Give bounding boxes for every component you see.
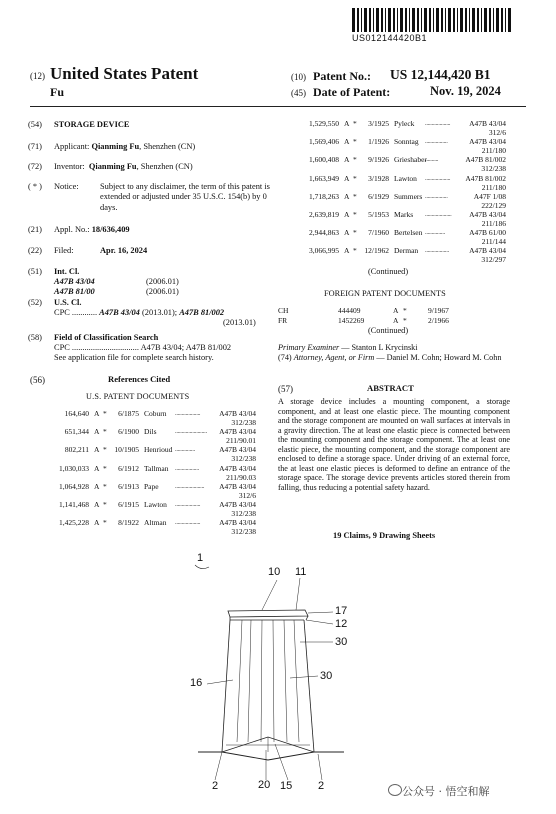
foreign-docs-label: FOREIGN PATENT DOCUMENTS <box>324 289 446 298</box>
ref-kind: A <box>94 409 100 418</box>
ref-name: Altman <box>144 518 167 528</box>
ref-dots: ...................... <box>175 482 205 490</box>
leader-11 <box>296 578 300 610</box>
ref-name: Grieshaber <box>394 155 427 165</box>
ref-star: * <box>353 246 357 256</box>
ref-subclass: 222/129 <box>481 200 506 210</box>
ref-class: A47B 43/04 <box>469 210 506 219</box>
us-cl-label: U.S. Cl. <box>54 298 82 307</box>
code-56: (56) <box>30 375 45 385</box>
code-10: (10) <box>291 72 306 82</box>
patent-no-label: Patent No.: <box>313 69 371 83</box>
ref-number: 1,141,468 <box>59 500 89 509</box>
ref-label-10: 10 <box>268 566 281 578</box>
leader-16 <box>207 680 233 684</box>
foreign-date: 2/1966 <box>428 315 449 325</box>
code-22: (22) <box>28 246 42 255</box>
patent-type-title: United States Patent <box>50 64 199 83</box>
ref-dots: ............... <box>425 229 445 237</box>
ref-star: * <box>103 427 107 437</box>
ref-dots: .......... <box>425 156 439 164</box>
leader-15 <box>275 744 288 780</box>
ref-class: A47B 43/04 <box>469 119 506 128</box>
filed-date: Apr. 16, 2024 <box>100 246 148 255</box>
fig-label-underline <box>195 565 209 569</box>
cpc-1: A47B 43/04 <box>99 308 140 317</box>
ref-label-15: 15 <box>280 780 293 792</box>
appl-number: 18/636,409 <box>91 225 130 234</box>
ref-label-11: 11 <box>295 566 307 578</box>
leader-2b <box>318 754 322 780</box>
ref-date: 6/1912 <box>118 463 139 473</box>
ref-dots: ................... <box>425 120 451 127</box>
filed-label: Filed: <box>54 246 74 255</box>
ref-subclass: 211/90.01 <box>226 436 256 446</box>
applicant-label: Applicant: <box>54 142 90 151</box>
foreign-kind: A <box>393 306 399 315</box>
ref-class: A47B 43/04 <box>219 445 256 455</box>
ref-star: * <box>103 500 107 509</box>
inventor-surname: Fu <box>50 85 65 99</box>
ref-subclass: 312/6 <box>238 490 256 500</box>
ref-number: 1,600,408 <box>309 155 339 165</box>
leader-30b <box>290 676 318 678</box>
ref-number: 1,529,550 <box>309 119 339 128</box>
ref-star: * <box>353 228 357 238</box>
body-left-edge <box>222 620 230 752</box>
ref-number: 1,425,228 <box>59 518 89 528</box>
ref-label-20: 20 <box>258 779 271 791</box>
cpc-2: A47B 81/002 <box>179 308 225 317</box>
ref-number: 1,569,406 <box>309 137 339 147</box>
cpc-label: CPC ............ <box>54 308 98 317</box>
foreign-country: CH <box>278 306 289 315</box>
ref-date: 6/1900 <box>118 427 139 437</box>
ref-class: A47B 43/04 <box>219 463 256 473</box>
code-notice: ( * ) <box>28 182 42 191</box>
date-of-patent: Nov. 19, 2024 <box>430 84 501 98</box>
ref-star: * <box>353 137 357 147</box>
ref-name: Dils <box>144 427 157 437</box>
ref-number: 2,944,863 <box>309 228 339 238</box>
ref-class: A47B 43/04 <box>469 137 506 147</box>
ref-name: Pape <box>144 481 159 491</box>
ref-number: 1,718,263 <box>309 191 339 201</box>
ref-date: 6/1913 <box>118 481 139 491</box>
ref-class: A47B 43/04 <box>219 427 256 437</box>
ref-star: * <box>353 191 357 201</box>
ref-name: Summers <box>394 191 423 201</box>
ref-subclass: 312/297 <box>481 255 506 265</box>
code-72: (72) <box>28 162 42 171</box>
appl-label: Appl. No.: <box>54 225 90 234</box>
ref-kind: A <box>344 246 350 256</box>
inventor-name: Qianming Fu <box>88 162 137 171</box>
code-57: (57) <box>278 384 293 394</box>
ref-star: * <box>103 463 107 473</box>
ref-kind: A <box>94 518 100 528</box>
abstract-text: A storage device includes a mounting component, a storage component, and at least one elastic piece. The mounting component and the storage component are mounted on wall surfaces at intervals in a gravity direction. The at least one elastic piece is connected between the mounting component and the storage component. The at least one elastic piece, the mounting component, and the storage component are enclosed to define a storage space. Under driving of an external force, the at least one elastic pieces is deformed to define an entrance of the storage space. The storage device prevents articles stored therein from falling, thus reducing a potential safety hazard. <box>278 397 510 492</box>
body-right-edge <box>304 620 314 752</box>
inventor-location: , Shenzhen (CN) <box>136 162 193 171</box>
ref-kind: A <box>344 210 350 219</box>
foreign-date: 9/1967 <box>428 306 449 315</box>
ref-kind: A <box>344 119 350 128</box>
ref-date: 6/1915 <box>118 500 139 509</box>
ref-class: A47B 81/002 <box>465 173 506 183</box>
panel-line <box>273 620 274 742</box>
foreign-star: * <box>403 306 407 315</box>
notice-label: Notice: <box>54 182 79 191</box>
foreign-number: 444409 <box>338 306 361 315</box>
ref-label-16: 16 <box>190 677 203 689</box>
cpc-1-version: (2013.01); <box>141 308 178 317</box>
foreign-number: 1452269 <box>338 315 365 325</box>
ref-number: 1,064,928 <box>59 481 89 491</box>
leader-12 <box>306 620 333 624</box>
ref-label-17: 17 <box>335 605 348 617</box>
leader-10 <box>262 580 277 610</box>
applicant-location: , Shenzhen (CN) <box>139 142 196 151</box>
notice-text: Subject to any disclaimer, the term of this patent is extended or adjusted under 35 U.S.C. 154(b) by 0 days. <box>100 182 270 212</box>
ref-date: 6/1929 <box>368 191 389 201</box>
top-plate <box>228 610 308 617</box>
ref-subclass: 312/238 <box>481 164 506 174</box>
ref-dots: ................... <box>175 410 201 417</box>
top-plate-edge-right <box>306 616 308 620</box>
ref-date: 6/1875 <box>118 409 139 418</box>
continued-2: (Continued) <box>368 326 409 335</box>
ref-class: A47B 43/04 <box>469 246 506 256</box>
ref-class: A47B 43/04 <box>219 500 256 509</box>
ref-class: A47B 81/002 <box>465 155 506 165</box>
ref-dots: .................... <box>425 211 452 218</box>
cpc-2-version: (2013.01) <box>223 318 256 327</box>
int-cl-1-version: (2006.01) <box>146 277 179 286</box>
ref-kind: A <box>94 500 100 509</box>
int-cl-2-version: (2006.01) <box>146 287 179 296</box>
ref-star: * <box>353 173 357 183</box>
code-58: (58) <box>28 333 42 342</box>
ref-name: Lawton <box>394 173 417 183</box>
ref-star: * <box>103 481 107 491</box>
foreign-star: * <box>403 315 407 325</box>
attorney-name: — Daniel M. Cohn; Howard M. Cohn <box>376 353 502 362</box>
ref-date: 5/1953 <box>368 210 389 219</box>
inventor-label: Inventor: <box>54 162 85 171</box>
primary-examiner-label: Primary Examiner <box>278 343 340 352</box>
foreign-country: FR <box>278 315 288 325</box>
code-71: (71) <box>28 142 42 151</box>
ref-star: * <box>353 155 357 165</box>
ref-number: 1,030,033 <box>59 463 89 473</box>
ref-name: Derman <box>394 246 419 256</box>
wall-line <box>198 752 344 760</box>
ref-dots: .................. <box>425 247 449 255</box>
ref-dots: ................. <box>425 192 448 200</box>
ref-subclass: 312/238 <box>231 418 256 427</box>
code-45: (45) <box>291 88 306 98</box>
ref-class: A47B 43/04 <box>219 518 256 528</box>
ref-subclass: 312/238 <box>231 527 256 537</box>
ref-subclass: 211/180 <box>481 146 506 156</box>
us-patent-docs-label: U.S. PATENT DOCUMENTS <box>86 392 190 401</box>
fig-number: 1 <box>197 552 204 564</box>
ref-date: 12/1962 <box>364 246 389 256</box>
ref-dots: .................. <box>175 464 199 472</box>
field-search-note: See application file for complete search history. <box>54 353 214 362</box>
ref-subclass: 211/180 <box>481 182 506 192</box>
panel-line <box>284 620 287 742</box>
primary-examiner-name: — Stanton L Krycinski <box>341 343 418 352</box>
ref-number: 651,344 <box>64 427 89 437</box>
ref-kind: A <box>344 155 350 165</box>
ref-label-30-upper: 30 <box>335 636 348 648</box>
ref-kind: A <box>344 173 350 183</box>
ref-star: * <box>103 409 107 418</box>
ref-name: Sonntag <box>394 137 419 147</box>
ref-star: * <box>353 210 357 219</box>
ref-class: A47F 1/08 <box>473 191 506 201</box>
ref-kind: A <box>94 427 100 437</box>
code-74: (74) <box>278 353 292 362</box>
ref-name: Lawton <box>144 500 167 509</box>
ref-class: A47B 43/04 <box>219 409 256 418</box>
ref-name: Tallman <box>144 463 169 473</box>
code-54: (54) <box>28 120 42 129</box>
claims-summary: 19 Claims, 9 Drawing Sheets <box>333 531 436 540</box>
ref-date: 3/1928 <box>368 173 389 183</box>
ref-dots: ........................ <box>175 428 207 436</box>
ref-number: 802,211 <box>64 445 89 455</box>
code-21: (21) <box>28 225 42 234</box>
ref-label-2-left: 2 <box>212 780 219 792</box>
ref-class: A47B 61/00 <box>469 228 506 238</box>
ref-date: 8/1922 <box>118 518 139 528</box>
leader-17 <box>308 612 333 613</box>
ref-class: A47B 43/04 <box>219 481 256 491</box>
ref-dots: ............... <box>175 446 195 454</box>
ref-number: 164,640 <box>64 409 89 418</box>
foreign-kind: A <box>393 315 399 325</box>
ref-name: Henrioud <box>144 445 173 455</box>
ref-date: 9/1926 <box>368 155 389 165</box>
references-cited-label: References Cited <box>108 374 171 384</box>
ref-date: 10/1905 <box>114 445 139 455</box>
ref-number: 1,663,949 <box>309 173 339 183</box>
panel-line <box>294 620 299 742</box>
continued-1: (Continued) <box>368 267 409 276</box>
ref-subclass: 312/238 <box>231 454 256 464</box>
ref-number: 2,639,819 <box>309 210 339 219</box>
ref-label-2-right: 2 <box>318 780 325 792</box>
ref-name: Coburn <box>144 409 167 418</box>
ref-dots: ................... <box>425 174 451 182</box>
ref-subclass: 211/144 <box>481 237 506 247</box>
field-cpc-label: CPC ................................ <box>54 343 139 352</box>
ref-dots: ................. <box>425 138 448 146</box>
ref-kind: A <box>94 481 100 491</box>
panel-line <box>237 620 242 742</box>
code-52: (52) <box>28 298 42 307</box>
ref-date: 7/1960 <box>368 228 389 238</box>
watermark-text: 公众号 · 悟空和解 <box>402 785 490 798</box>
ref-date: 3/1925 <box>368 119 389 128</box>
ref-subclass: 211/186 <box>481 219 506 228</box>
ref-kind: A <box>344 191 350 201</box>
invention-title: STORAGE DEVICE <box>54 120 130 129</box>
ref-star: * <box>103 518 107 528</box>
ref-label-12: 12 <box>335 618 348 630</box>
abstract-heading: ABSTRACT <box>367 383 414 393</box>
ref-star: * <box>103 445 107 455</box>
ref-number: 3,066,995 <box>309 246 339 256</box>
ref-name: Marks <box>394 210 414 219</box>
field-search-label: Field of Classification Search <box>54 333 159 342</box>
code-51: (51) <box>28 267 42 276</box>
ref-kind: A <box>344 137 350 147</box>
applicant-name: Qianming Fu <box>91 142 140 151</box>
code-12: (12) <box>30 71 45 81</box>
ref-date: 1/1926 <box>368 137 389 147</box>
int-cl-2: A47B 81/00 <box>54 287 95 296</box>
publication-number: US012144420B1 <box>352 33 428 43</box>
int-cl-1: A47B 43/04 <box>54 277 95 286</box>
panel-line <box>248 620 251 742</box>
field-cpc-value: A47B 43/04; A47B 81/002 <box>140 343 232 352</box>
ref-kind: A <box>94 445 100 455</box>
panel-line <box>261 620 262 742</box>
leader-2a <box>215 752 222 780</box>
date-of-patent-label: Date of Patent: <box>313 85 391 99</box>
watermark-logo-icon <box>388 784 402 796</box>
ref-subclass: 211/90.03 <box>226 472 256 482</box>
patent-number: US 12,144,420 B1 <box>390 67 491 82</box>
ref-kind: A <box>344 228 350 238</box>
ref-name: Pyleck <box>394 119 415 128</box>
ref-name: Bertelsen <box>394 228 423 238</box>
ref-star: * <box>353 119 357 128</box>
attorney-label: Attorney, Agent, or Firm <box>293 353 375 362</box>
ref-subclass: 312/238 <box>231 509 256 518</box>
ref-kind: A <box>94 463 100 473</box>
ref-label-30-lower: 30 <box>320 670 333 682</box>
ref-dots: ................... <box>175 519 201 527</box>
int-cl-label: Int. Cl. <box>54 267 80 276</box>
ref-subclass: 312/6 <box>488 128 506 137</box>
ref-dots: ................... <box>175 501 201 508</box>
